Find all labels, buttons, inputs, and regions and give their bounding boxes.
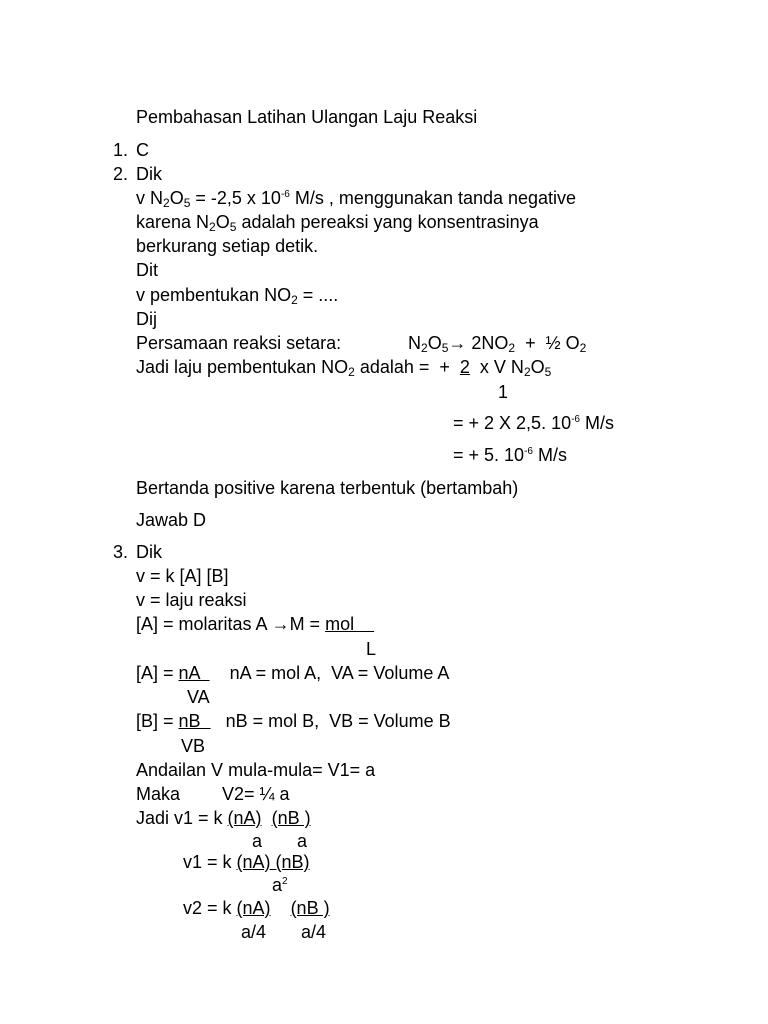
q3-a-denominator: VA <box>187 687 210 707</box>
q2-number: 2. <box>113 164 129 184</box>
q3-b-denominator: VB <box>181 736 206 756</box>
q2-dik: Dik <box>136 164 162 184</box>
q2-berkurang-line: berkurang setiap detik. <box>136 236 319 256</box>
q2-step-1: = + 2 X 2,5. $10^{-6}$ M/s <box>453 413 614 433</box>
q2-rate-line: v $N_2O_5 = -2,5$ x $10^{-6}$ M/s , menggunakan tanda negative <box>136 188 577 210</box>
q3-v1-denominator: $a^2$ <box>272 875 288 895</box>
q3-v1-line: v1 = k (nA) (nB) <box>183 852 310 872</box>
q3-dik: Dik <box>136 542 162 562</box>
q3-rate-law: v = k [A] [B] <box>136 566 229 586</box>
q3-number: 3. <box>113 542 129 562</box>
fraction-numerator: 2 <box>459 357 470 377</box>
q3-molaritas-line: [A] = molaritas A →M = mol <box>136 614 375 634</box>
q2-step-2: = + 5. $10^{-6}$ M/s <box>453 445 567 465</box>
q3-andailan-line: Andailan V mula-mula= V1= a <box>136 760 376 780</box>
q3-mol-denominator: L <box>366 639 377 659</box>
q2-bertanda-line: Bertanda positive karena terbentuk (bertambah) <box>136 478 519 498</box>
q3-v2-den-1: a/4 <box>241 922 267 942</box>
q3-v2-den-2: a/4 <box>301 922 327 942</box>
q2-v-pembentukan: v pembentukan $NO_2$ = .... <box>136 285 339 307</box>
q3-v2-line: v2 = k (nA) (nB ) <box>183 898 330 918</box>
q1-answer: C <box>136 140 149 160</box>
q2-dit: Dit <box>136 260 158 280</box>
fraction-denominator: 1 <box>498 382 509 402</box>
q2-persamaan-label: Persamaan reaksi setara: <box>136 333 342 353</box>
q3-jadi-v1-den-1: a <box>252 831 263 851</box>
q3-a-definition: [A] = nA nA = mol A, VA = Volume A <box>136 663 450 683</box>
q2-dij: Dij <box>136 309 157 329</box>
q1-number: 1. <box>113 140 129 160</box>
q3-b-definition: [B] = nB nB = mol B, VB = Volume B <box>136 711 451 731</box>
q3-maka-label: Maka <box>136 784 181 804</box>
q3-v2-value: V2= ¼ a <box>222 784 290 804</box>
page-title: Pembahasan Latihan Ulangan Laju Reaksi <box>136 107 478 127</box>
q2-karena-line: karena $N_2O_5$ adalah pereaksi yang konsentrasinya <box>136 212 539 234</box>
q3-jadi-v1-den-2: a <box>297 831 308 851</box>
q2-reaction-equation: $N_2O_5\to 2NO_2$ + ½ $O_2$ <box>408 333 587 355</box>
q3-v-definition: v = laju reaksi <box>136 590 247 610</box>
q3-jadi-v1-line: Jadi v1 = k (nA) (nB ) <box>136 808 311 828</box>
q2-jawab: Jawab D <box>136 510 207 530</box>
arrow-icon: → <box>271 614 290 634</box>
q2-jadi-laju-line: Jadi laju pembentukan $NO_2$ adalah = + 2 x V $N_2O_5$ <box>136 357 552 379</box>
